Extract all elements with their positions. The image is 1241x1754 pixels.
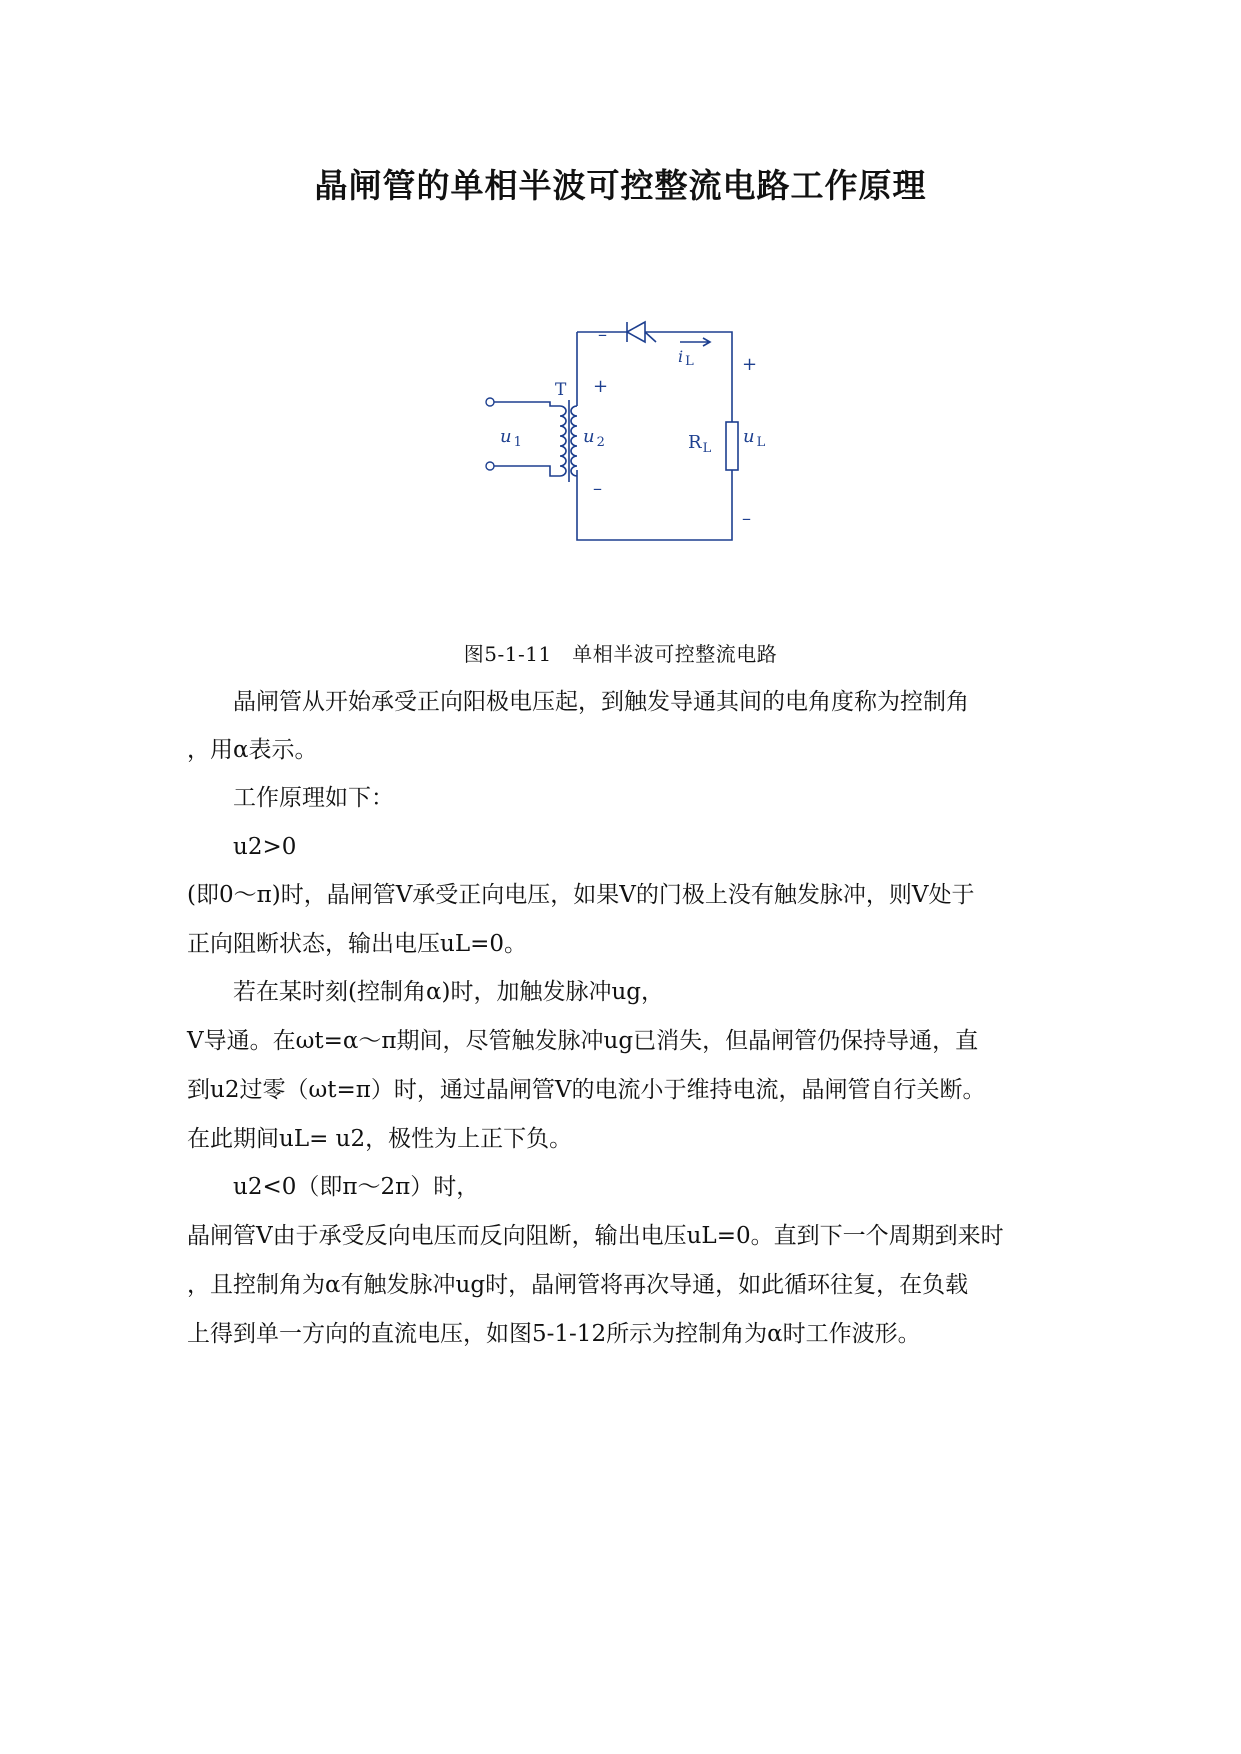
paragraph-line: 正向阻断状态，输出电压uL=0。 xyxy=(187,931,527,957)
secondary-winding xyxy=(571,406,577,476)
thyristor-minus: – xyxy=(598,324,607,345)
paragraph-line: u2<0（即π～2π）时， xyxy=(233,1174,480,1200)
u2-minus: – xyxy=(593,478,602,499)
paragraph-line: 在此期间uL= u2，极性为上正下负。 xyxy=(187,1126,573,1152)
paragraph-line: 晶闸管从开始承受正向阳极电压起，到触发导通其间的电角度称为控制角 xyxy=(233,689,969,715)
paragraph-line: ，用α表示。 xyxy=(187,737,318,763)
label-RL: $R_L$ xyxy=(688,432,712,456)
load-resistor xyxy=(726,422,738,470)
figure-caption: 图5-1-11 单相半波可控整流电路 xyxy=(463,642,778,666)
primary-lead-bottom xyxy=(494,466,560,476)
circuit-diagram xyxy=(470,300,800,550)
primary-winding xyxy=(560,406,566,476)
label-uL: u $_L$ xyxy=(743,426,766,450)
paragraph-line: 若在某时刻(控制角α)时，加触发脉冲ug， xyxy=(233,979,665,1005)
paragraph-line: 晶闸管V由于承受反向电压而反向阻断，输出电压uL=0。直到下一个周期到来时 xyxy=(187,1223,1004,1249)
paragraph-line: 工作原理如下： xyxy=(233,785,394,811)
input-terminal-top xyxy=(486,398,494,406)
label-u1: u $_1$ xyxy=(500,426,522,450)
label-T: T xyxy=(555,380,567,400)
paragraph-line: (即0～π)时，晶闸管V承受正向电压，如果V的门极上没有触发脉冲，则V处于 xyxy=(187,882,975,908)
paragraph-line: 上得到单一方向的直流电压，如图5-1-12所示为控制角为α时工作波形。 xyxy=(187,1321,921,1347)
paragraph-line: V导通。在ωt=α～π期间，尽管触发脉冲ug已消失，但晶闸管仍保持导通，直 xyxy=(187,1028,979,1054)
paragraph-line: ，且控制角为α有触发脉冲ug时，晶闸管将再次导通，如此循环往复，在负载 xyxy=(187,1272,969,1298)
top-wire-right xyxy=(645,332,732,422)
current-arrow xyxy=(680,338,710,346)
page-title: 晶闸管的单相半波可控整流电路工作原理 xyxy=(314,166,927,205)
primary-lead-top xyxy=(494,402,560,406)
label-u2: u $_2$ xyxy=(583,426,605,450)
paragraph-line: u2>0 xyxy=(233,834,297,860)
u2-plus: + xyxy=(593,376,609,397)
uL-minus: – xyxy=(742,508,751,529)
label-iL: i L xyxy=(678,347,694,369)
input-terminal-bottom xyxy=(486,462,494,470)
uL-plus: + xyxy=(742,354,758,375)
paragraph-line: 到u2过零（ωt=π）时，通过晶闸管V的电流小于维持电流，晶闸管自行关断。 xyxy=(187,1077,986,1103)
